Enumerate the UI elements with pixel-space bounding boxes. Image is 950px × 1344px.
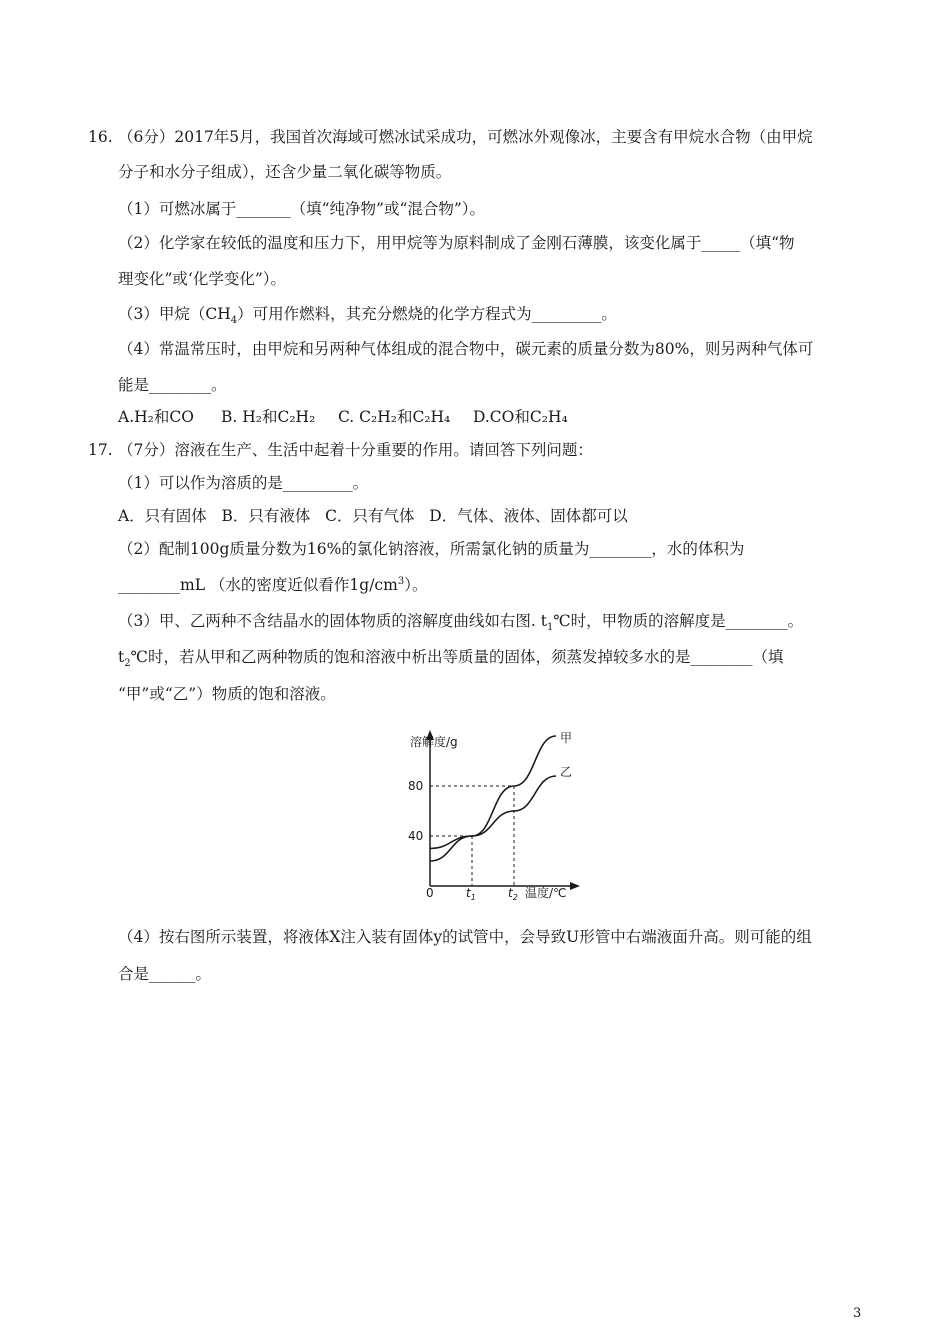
xtick-label-t1: $t_1$: [466, 886, 476, 901]
q17-part2-line1: （2）配制100g质量分数为16%的氯化钠溶液，所需氯化钠的质量为________，水的体积为: [118, 540, 745, 558]
q16-part3-sub: 4: [230, 315, 238, 327]
q17-part4-line2: 合是______。: [118, 965, 212, 983]
q16-option-a: A.H₂和CO: [118, 408, 194, 426]
q17-part3a-pre: （3）甲、乙两种不含结晶水的固体物质的溶解度曲线如右图. t: [118, 612, 547, 630]
q16-number: 16.: [88, 128, 113, 146]
series-yi-label: 乙: [560, 765, 573, 779]
q16-part4-line2: 能是________。: [118, 376, 227, 394]
q16-part2-line1: （2）化学家在较低的温度和压力下，用甲烷等为原料制成了金刚石薄膜，该变化属于_____（填“物: [118, 234, 795, 252]
solubility-chart: [390, 726, 590, 901]
q17-part2-pre: ________mL （水的密度近似看作1g/cm: [118, 576, 398, 594]
series-jia-label: 甲: [560, 731, 573, 745]
q16-part3-post: ）可用作燃料，其充分燃烧的化学方程式为_________。: [237, 305, 617, 323]
q17-part1: （1）可以作为溶质的是_________。: [118, 474, 369, 492]
chart-ylabel: 溶解度/g: [410, 735, 458, 749]
ytick-label-80: 80: [408, 779, 424, 793]
ytick-label-40: 40: [408, 829, 424, 843]
q17-part2-line2: [118, 574, 427, 596]
chart-axes: [426, 730, 580, 890]
q17-part1-options: A．只有固体 B．只有液体 C．只有气体 D．气体、液体、固体都可以: [118, 507, 628, 525]
q17-part2-post: ）。: [404, 576, 428, 594]
q16-options: [118, 406, 568, 428]
q16-part1: （1）可燃冰属于_______（填“纯净物”或“混合物”）。: [118, 200, 486, 218]
q17-part3b-pre: t: [118, 648, 125, 666]
q16-stem-line1: （6分）2017年5月，我国首次海域可燃冰试采成功，可燃冰外观像冰，主要含有甲烷水合物（由甲烷: [118, 128, 813, 146]
q17-part2-sup: 3: [397, 575, 405, 587]
q17-part4-line1: （4）按右图所示装置，将液体X注入装有固体y的试管中，会导致U形管中右端液面升高。则可能的组: [118, 928, 812, 946]
xtick-label-t2: $t_2$: [508, 886, 518, 901]
xtick-subscript-t1: 1: [470, 893, 476, 901]
q17-part3a-post: ℃时，甲物质的溶解度是________。: [553, 612, 804, 630]
q16-part4-line1: （4）常温常压时，由甲烷和另两种气体组成的混合物中，碳元素的质量分数为80%，则另两种气体可: [118, 340, 814, 358]
q16-part3: [118, 303, 617, 325]
q16-option-d: D.CO和C₂H₄: [473, 408, 568, 426]
q16-option-c: C. C₂H₂和C₂H₄: [338, 408, 451, 426]
q17-part3b-sub: 2: [124, 658, 131, 670]
q17-stem: （7分）溶液在生产、生活中起着十分重要的作用。请回答下列问题：: [118, 441, 593, 459]
series-jia-curve: [430, 736, 556, 861]
chart-xlabel: 温度/℃: [525, 886, 567, 900]
chart-origin-label: 0: [426, 886, 434, 900]
q17-part3-line1: [118, 610, 803, 632]
q16-part2-line2: 理变化”或‘化学变化”）。: [118, 270, 287, 288]
chart-series: [430, 736, 556, 861]
q16-stem-line2: 分子和水分子组成），还含少量二氧化碳等物质。: [118, 163, 452, 181]
q17-part3-line3: “甲”或“乙”）物质的饱和溶液。: [118, 685, 336, 703]
xtick-subscript-t2: 2: [512, 893, 518, 901]
q17-number: 17.: [88, 441, 113, 459]
x-axis-arrow: [570, 882, 580, 890]
q17-part3-line2: [118, 646, 783, 668]
q17-part3b-post: ℃时，若从甲和乙两种物质的饱和溶液中析出等质量的固体，须蒸发掉较多水的是________（填: [130, 648, 784, 666]
q17-part3a-sub: 1: [546, 622, 554, 634]
q16-option-b: B. H₂和C₂H₂: [221, 408, 316, 426]
page-number: 3: [853, 1306, 862, 1321]
q16-part3-pre: （3）甲烷（CH: [118, 305, 231, 323]
